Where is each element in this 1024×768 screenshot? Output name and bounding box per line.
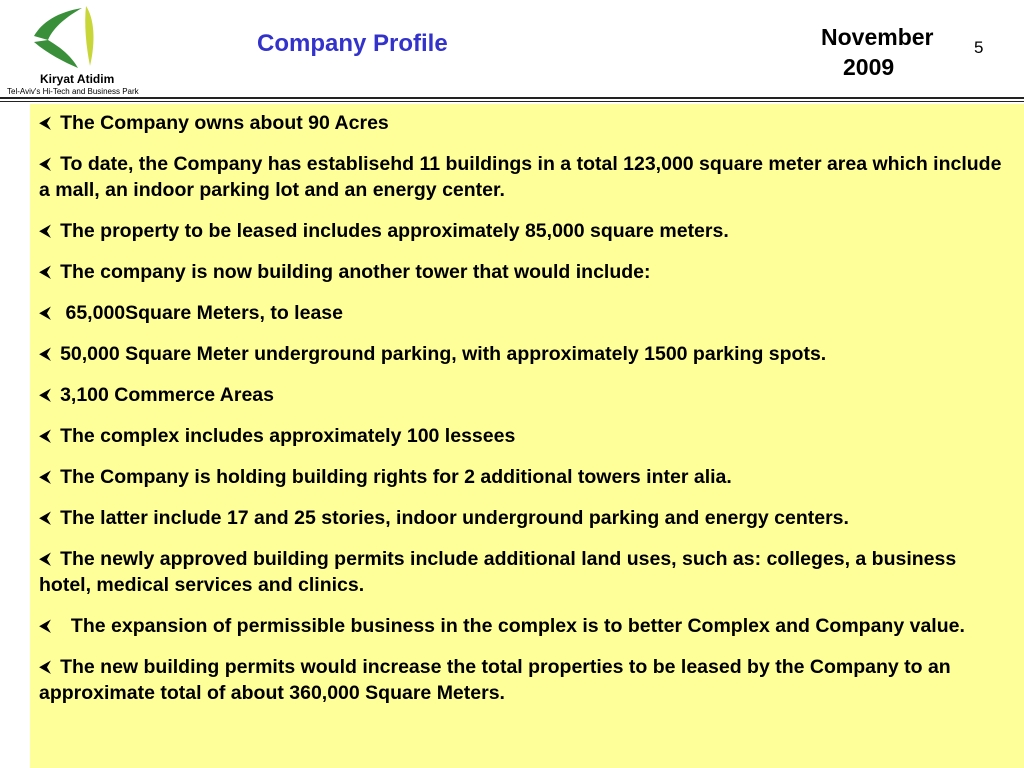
- date-year: 2009: [843, 54, 895, 80]
- content-panel: [30, 104, 1024, 768]
- header-divider: [0, 97, 1024, 99]
- logo-name: Kiryat Atidim: [40, 72, 115, 86]
- kiryat-atidim-logo-icon: [28, 4, 118, 72]
- bullet-text: The newly approved building permits include additional land uses, such as: colleges, a business hotel, medical services and clinics.: [39, 548, 962, 596]
- date-label: [805, 22, 961, 82]
- bullet-text: The new building permits would increase the total properties to be leased by the Company to an approximate total of about 360,000 Square Meters.: [39, 656, 957, 704]
- bullet-item: [39, 464, 1010, 490]
- left-arrow-icon: ⮜: [39, 549, 52, 568]
- left-arrow-icon: ⮜: [39, 303, 52, 322]
- bullet-text: The Company is holding building rights for 2 additional towers inter alia.: [60, 466, 732, 488]
- bullet-item: [39, 218, 1010, 244]
- date-month: November: [821, 24, 934, 50]
- header-divider-thin: [0, 101, 1024, 102]
- left-arrow-icon: ⮜: [39, 221, 52, 240]
- bullet-item: [39, 110, 1010, 136]
- company-logo: [0, 0, 152, 98]
- left-arrow-icon: ⮜: [39, 426, 52, 445]
- bullet-text: 3,100 Commerce Areas: [60, 384, 274, 406]
- left-arrow-icon: ⮜: [39, 616, 52, 635]
- left-arrow-icon: ⮜: [39, 508, 52, 527]
- bullet-item: [39, 654, 1010, 706]
- page-title: Company Profile: [257, 30, 448, 57]
- left-arrow-icon: ⮜: [39, 385, 52, 404]
- left-arrow-icon: ⮜: [39, 344, 52, 363]
- bullet-item: [39, 505, 1010, 531]
- bullet-item: [39, 151, 1010, 203]
- bullet-item: [39, 259, 1010, 285]
- left-arrow-icon: ⮜: [39, 154, 52, 173]
- bullet-item: [39, 341, 1010, 367]
- bullet-item: [39, 382, 1010, 408]
- logo-tagline: Tel-Aviv's Hi-Tech and Business Park: [7, 87, 139, 96]
- bullet-text: The complex includes approximately 100 lessees: [60, 425, 516, 447]
- bullet-item: [39, 300, 1010, 326]
- bullet-text: The company is now building another tower that would include:: [60, 261, 651, 283]
- bullet-item: [39, 613, 1010, 639]
- bullet-item: [39, 546, 1010, 598]
- left-arrow-icon: ⮜: [39, 113, 52, 132]
- bullet-text: 65,000Square Meters, to lease: [60, 302, 343, 324]
- bullet-text: To date, the Company has establisehd 11 buildings in a total 123,000 square meter area which include a mall, an indoor parking lot and an energy center.: [39, 153, 1007, 201]
- page-number: 5: [974, 38, 984, 57]
- left-arrow-icon: ⮜: [39, 262, 52, 281]
- left-arrow-icon: ⮜: [39, 467, 52, 486]
- bullet-text: 50,000 Square Meter underground parking, with approximately 1500 parking spots.: [60, 343, 827, 365]
- bullet-text: The latter include 17 and 25 stories, indoor underground parking and energy centers.: [60, 507, 849, 529]
- bullet-text: The Company owns about 90 Acres: [60, 112, 389, 134]
- bullet-text: The expansion of permissible business in the complex is to better Complex and Company value.: [60, 615, 965, 637]
- bullet-text: The property to be leased includes approximately 85,000 square meters.: [60, 220, 729, 242]
- bullet-item: [39, 423, 1010, 449]
- left-arrow-icon: ⮜: [39, 657, 52, 676]
